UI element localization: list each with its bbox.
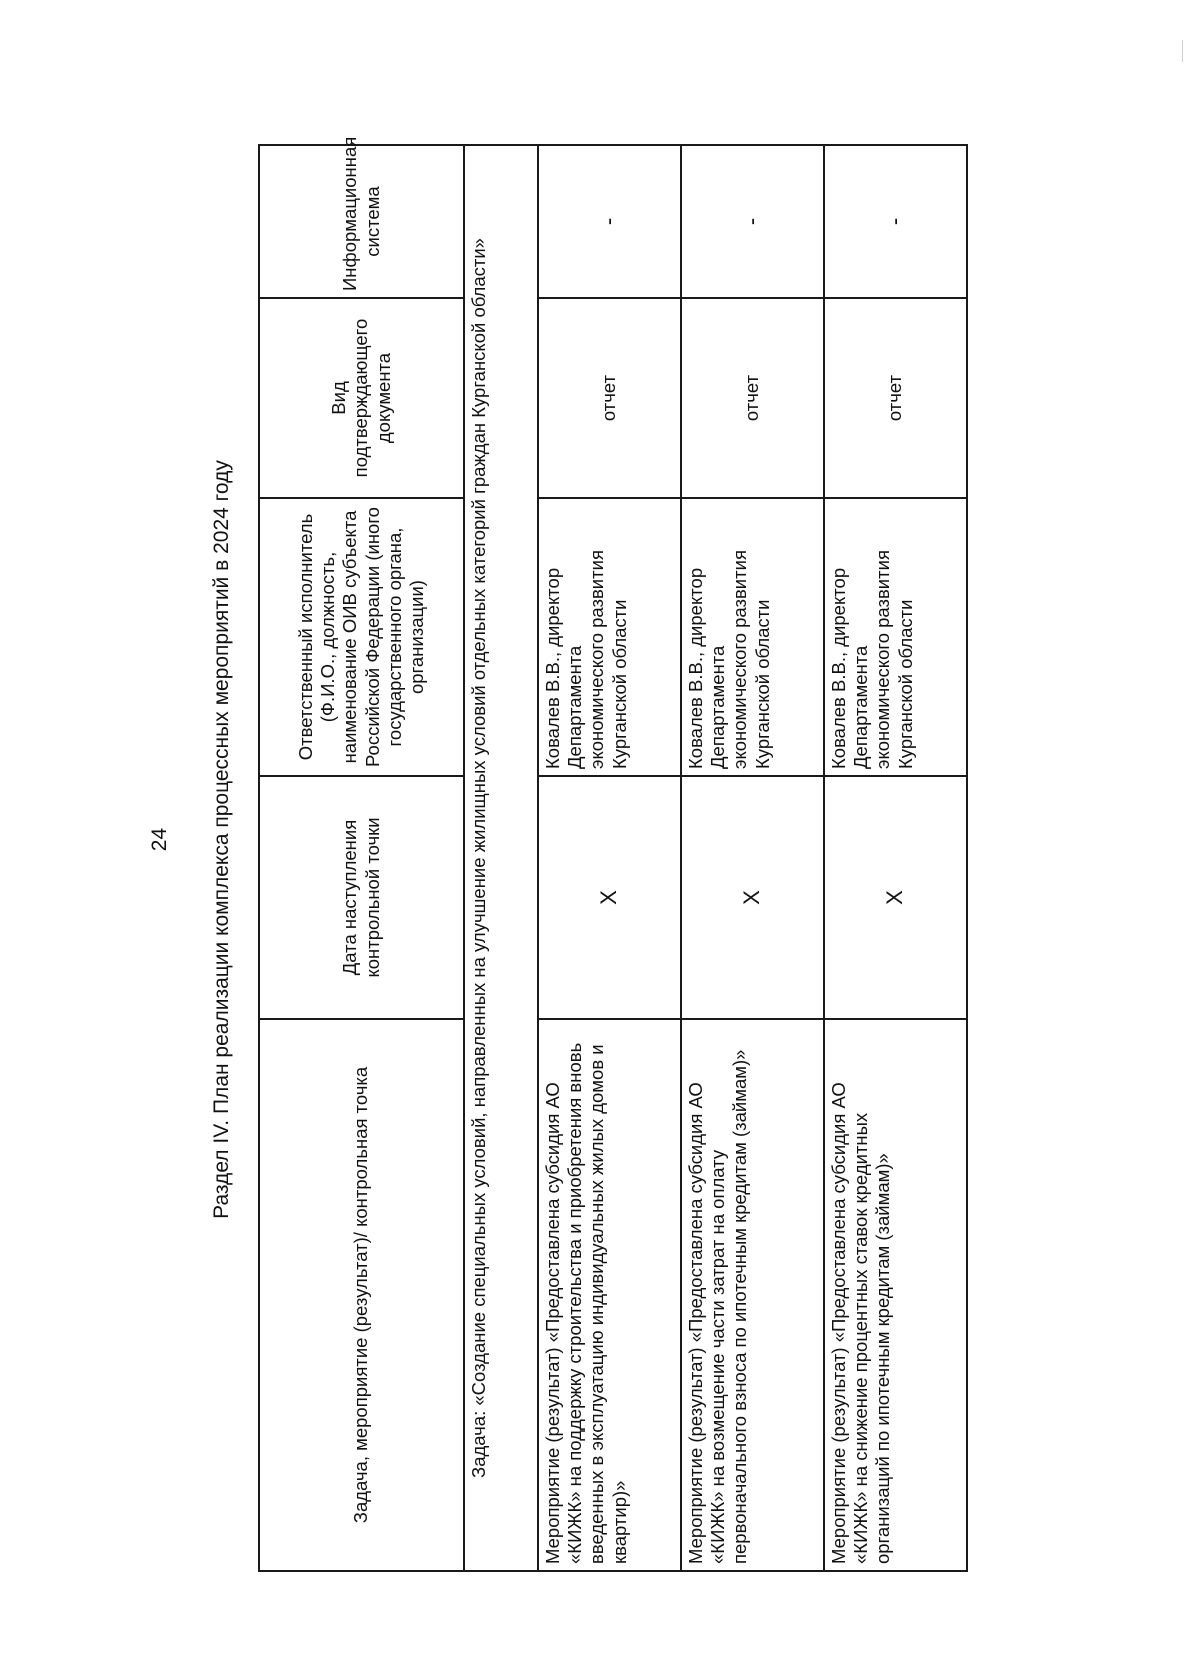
section-title: Раздел IV. План реализации комплекса процессных мероприятий в 2024 году <box>210 460 233 1219</box>
task-cell: Задача: «Создание специальных условий, направленных на улучшение жилищных условий отдельных категорий граждан Курганской области» <box>464 145 538 1571</box>
measure-cell: Мероприятие (результат) «Предоставлена субсидия АО «КИЖК» на возмещение части затрат на оплату первоначального взноса по ипотечным кредитам (займам)» <box>681 1019 824 1571</box>
date-cell <box>681 776 824 1019</box>
x-mark: X <box>596 890 622 905</box>
measure-cell: Мероприятие (результат) «Предоставлена субсидия АО «КИЖК» на поддержку строительства и приобретения вновь введенных в эксплуатацию индивидуальных жилых домов и квартир)» <box>538 1019 681 1571</box>
header-date: Дата наступления контрольной точки <box>259 776 464 1019</box>
executor-cell: Ковалев В.В., директор Департамента экономического развития Курганской области <box>681 498 824 776</box>
date-cell <box>538 776 681 1019</box>
doc-cell: отчет <box>538 298 681 498</box>
system-cell <box>538 145 681 298</box>
header-row <box>259 145 464 1571</box>
table-row <box>681 145 824 1571</box>
date-cell <box>824 776 967 1019</box>
dash-mark: - <box>882 217 908 226</box>
system-cell <box>681 145 824 298</box>
executor-cell: Ковалев В.В., директор Департамента экономического развития Курганской области <box>824 498 967 776</box>
doc-cell: отчет <box>681 298 824 498</box>
x-mark: X <box>882 890 908 905</box>
header-task: Задача, мероприятие (результат)/ контрольная точка <box>259 1019 464 1571</box>
page-number: 24 <box>148 827 171 852</box>
table-row <box>824 145 967 1571</box>
header-doc: Вид подтверждающего документа <box>259 298 464 498</box>
executor-cell: Ковалев В.В., директор Департамента экономического развития Курганской области <box>538 498 681 776</box>
header-system: Информационная система <box>259 145 464 298</box>
task-row <box>464 145 538 1571</box>
header-executor: Ответственный исполнитель (Ф.И.О., должность, наименование ОИВ субъекта Российской Федерации (иного государственного органа, организации) <box>259 498 464 776</box>
plan-table <box>258 136 968 1572</box>
measure-cell: Мероприятие (результат) «Предоставлена субсидия АО «КИЖК» на снижение процентных ставок кредитных организаций по ипотечным кредитам (займам)» <box>824 1019 967 1571</box>
system-cell <box>824 145 967 298</box>
x-mark: X <box>739 890 765 905</box>
dash-mark: - <box>739 217 765 226</box>
dash-mark: - <box>596 217 622 226</box>
table-row <box>538 145 681 1571</box>
doc-cell: отчет <box>824 298 967 498</box>
